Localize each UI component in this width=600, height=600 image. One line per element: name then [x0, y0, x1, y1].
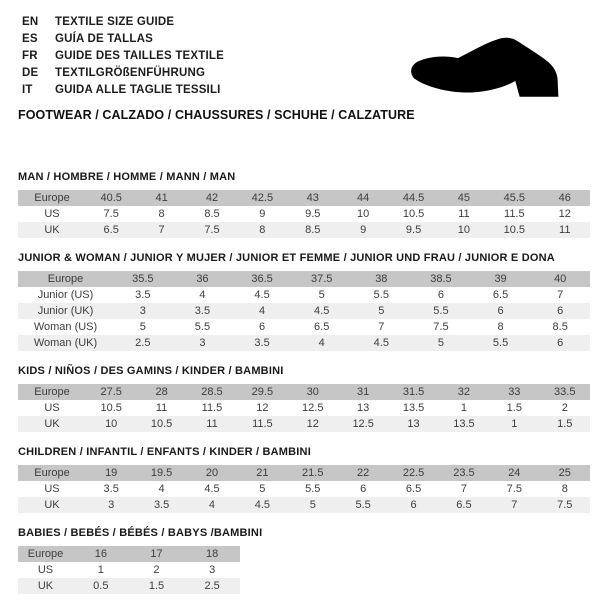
size-tables [0, 171, 600, 594]
size-value-cell: 4 [158, 483, 165, 495]
row-label: US [44, 402, 60, 414]
size-value-cell: 8 [497, 321, 504, 333]
size-value-cell: 7.5 [433, 321, 449, 333]
table-row [18, 190, 590, 206]
row-label: UK [44, 224, 60, 236]
size-value-cell: 1 [97, 564, 104, 576]
section-title: JUNIOR & WOMAN / JUNIOR Y MUJER / JUNIOR ET FEMME / JUNIOR UND FRAU / JUNIOR E DONA [18, 252, 555, 264]
size-value-cell: 6.5 [405, 483, 422, 495]
row-label: Europe [34, 386, 70, 398]
section-title: CHILDREN / INFANTIL / ENFANTS / KINDER / BAMBINI [18, 446, 311, 458]
size-value-cell: 12 [256, 402, 269, 414]
size-value-cell: 13.5 [453, 418, 475, 430]
row-label: Woman (US) [33, 321, 98, 333]
size-value-cell: 7 [460, 483, 467, 495]
table-row [18, 335, 590, 351]
language-code: EN [22, 15, 39, 28]
size-value-cell: 11.5 [201, 402, 223, 414]
size-table-section [18, 446, 600, 513]
size-value-cell: 11 [559, 224, 571, 236]
size-value-cell: 13.5 [402, 402, 425, 414]
size-value-cell: 19 [105, 467, 118, 479]
size-value-cell: 13 [407, 418, 420, 430]
size-value-cell: 4.5 [204, 483, 220, 495]
size-value-cell: 12 [306, 418, 319, 430]
size-value-cell: 1 [460, 402, 467, 414]
size-value-cell: 9 [259, 208, 266, 220]
row-label: Europe [34, 467, 70, 479]
table-row [18, 465, 590, 481]
size-table-section [18, 252, 600, 351]
size-value-cell: 7 [158, 224, 165, 236]
row-label: Junior (UK) [37, 305, 94, 317]
size-value-cell: 42.5 [251, 192, 274, 204]
table-row [18, 287, 590, 303]
category-line: FOOTWEAR / CALZADO / CHAUSSURES / SCHUHE / CALZATURE [18, 108, 415, 122]
size-value-cell: 2.5 [204, 580, 220, 592]
size-value-cell: 36.5 [251, 273, 273, 285]
size-value-cell: 5 [318, 289, 325, 301]
size-value-cell: 1 [511, 418, 518, 430]
size-value-cell: 44.5 [402, 192, 425, 204]
row-label: Europe [27, 548, 64, 560]
size-value-cell: 10 [105, 418, 118, 430]
size-value-cell: 6.5 [103, 224, 119, 236]
row-label: US [44, 483, 60, 495]
size-value-cell: 3.5 [135, 289, 151, 301]
size-value-cell: 22 [357, 467, 370, 479]
size-value-cell: 21.5 [302, 467, 324, 479]
section-title: KIDS / NIÑOS / DES GAMINS / KINDER / BAMBINI [18, 365, 284, 377]
size-value-cell: 3.5 [103, 483, 119, 495]
size-value-cell: 7 [511, 499, 518, 511]
size-value-cell: 12.5 [302, 402, 324, 414]
size-value-cell: 6 [557, 337, 564, 349]
size-value-cell: 7 [557, 289, 564, 301]
size-value-cell: 12 [558, 208, 571, 220]
size-value-cell: 10 [457, 224, 471, 236]
row-label: Europe [34, 192, 70, 204]
size-value-cell: 40 [554, 273, 567, 285]
size-value-cell: 25 [558, 467, 571, 479]
size-value-cell: 6.5 [492, 289, 509, 301]
row-label: UK [44, 418, 60, 430]
row-label: UK [37, 580, 54, 592]
size-value-cell: 9.5 [405, 224, 422, 236]
size-value-cell: 5.5 [492, 337, 509, 349]
size-value-cell: 3.5 [194, 305, 211, 317]
size-value-cell: 33.5 [554, 386, 576, 398]
section-title: MAN / HOMBRE / HOMME / MANN / MAN [18, 171, 236, 183]
size-value-cell: 4.5 [373, 337, 389, 349]
size-value-cell: 8 [561, 483, 568, 495]
size-value-cell: 10.5 [503, 224, 526, 236]
size-value-cell: 2.5 [135, 337, 151, 349]
size-value-cell: 16 [94, 548, 107, 560]
size-value-cell: 5 [309, 499, 316, 511]
size-value-cell: 7 [378, 321, 385, 333]
size-value-cell: 11 [206, 418, 218, 430]
table-row [18, 481, 590, 497]
size-value-cell: 3 [139, 305, 146, 317]
size-value-cell: 28 [155, 386, 168, 398]
table-row [18, 222, 590, 238]
size-value-cell: 5 [378, 305, 385, 317]
size-value-cell: 3 [209, 564, 216, 576]
size-value-cell: 20 [205, 467, 219, 479]
size-value-cell: 1.5 [557, 418, 573, 430]
size-value-cell: 19.5 [150, 467, 173, 479]
size-value-cell: 10.5 [100, 402, 122, 414]
size-value-cell: 30 [306, 386, 319, 398]
size-value-cell: 37.5 [310, 273, 333, 285]
table-row [18, 546, 240, 562]
shoe-icon [398, 22, 578, 110]
size-value-cell: 7.5 [204, 224, 220, 236]
size-value-cell: 4 [208, 499, 216, 511]
size-value-cell: 9.5 [305, 208, 321, 220]
size-value-cell: 28.5 [201, 386, 223, 398]
size-value-cell: 44 [357, 192, 370, 204]
table-row [18, 497, 590, 513]
row-label: US [44, 208, 60, 220]
language-code: FR [22, 49, 38, 62]
table-row [18, 416, 590, 432]
size-value-cell: 0.5 [93, 580, 109, 592]
section-title: BABIES / BEBÉS / BÉBÉS / BABYS /BAMBINI [18, 527, 263, 539]
size-value-cell: 4.5 [254, 289, 270, 301]
size-value-cell: 40.5 [100, 192, 122, 204]
size-value-cell: 8 [259, 224, 266, 236]
size-value-cell: 3 [108, 499, 115, 511]
size-value-cell: 6 [557, 305, 564, 317]
size-table [18, 465, 590, 513]
size-value-cell: 13 [357, 402, 370, 414]
size-value-cell: 8.5 [204, 208, 220, 220]
size-value-cell: 46 [558, 192, 571, 204]
size-value-cell: 39 [494, 273, 507, 285]
size-table [18, 384, 590, 432]
size-value-cell: 7.5 [557, 499, 573, 511]
row-label: US [37, 564, 54, 576]
table-row [18, 319, 590, 335]
size-value-cell: 31 [357, 386, 370, 398]
size-value-cell: 11 [155, 402, 168, 414]
size-value-cell: 6 [259, 321, 266, 333]
size-table [18, 546, 240, 594]
size-value-cell: 45 [457, 192, 471, 204]
table-row [18, 303, 590, 319]
table-row [18, 562, 240, 578]
table-row [18, 400, 590, 416]
size-value-cell: 38 [375, 273, 388, 285]
size-value-cell: 1.5 [148, 580, 165, 592]
size-value-cell: 5.5 [433, 305, 449, 317]
size-value-cell: 11 [458, 208, 470, 220]
row-label: UK [44, 499, 60, 511]
size-value-cell: 7.5 [103, 208, 119, 220]
size-value-cell: 11.5 [504, 208, 525, 220]
size-value-cell: 8.5 [305, 224, 321, 236]
size-table-section [18, 527, 600, 594]
size-value-cell: 5.5 [355, 499, 371, 511]
size-value-cell: 38.5 [430, 273, 452, 285]
size-value-cell: 4 [259, 305, 266, 317]
size-value-cell: 27.5 [100, 386, 122, 398]
size-value-cell: 41 [155, 192, 168, 204]
size-value-cell: 6 [497, 305, 504, 317]
size-value-cell: 5.5 [305, 483, 321, 495]
language-code: IT [22, 83, 33, 96]
language-code: DE [22, 66, 39, 79]
size-value-cell: 21 [256, 467, 269, 479]
size-table-section [18, 365, 600, 432]
size-value-cell: 7.5 [506, 483, 522, 495]
size-value-cell: 10.5 [150, 418, 173, 430]
size-value-cell: 5 [437, 337, 444, 349]
size-value-cell: 12.5 [352, 418, 374, 430]
size-value-cell: 10.5 [402, 208, 425, 220]
row-label: Europe [47, 273, 84, 285]
row-label: Woman (UK) [33, 337, 98, 349]
language-code: ES [22, 32, 38, 45]
table-row [18, 271, 590, 287]
size-value-cell: 24 [508, 467, 521, 479]
size-value-cell: 18 [206, 548, 219, 560]
size-value-cell: 2 [561, 402, 568, 414]
size-value-cell: 2 [153, 564, 160, 576]
size-value-cell: 10 [357, 208, 370, 220]
size-value-cell: 9 [360, 224, 367, 236]
size-value-cell: 3.5 [153, 499, 170, 511]
language-title: GUIDA ALLE TAGLIE TESSILI [55, 83, 221, 96]
size-value-cell: 35.5 [132, 273, 154, 285]
size-value-cell: 6 [360, 483, 367, 495]
size-value-cell: 1.5 [506, 402, 522, 414]
size-value-cell: 8 [158, 208, 165, 220]
size-value-cell: 33 [508, 386, 521, 398]
size-value-cell: 31.5 [402, 386, 425, 398]
size-value-cell: 22.5 [402, 467, 425, 479]
size-value-cell: 5 [139, 321, 146, 333]
size-value-cell: 5.5 [194, 321, 211, 333]
table-row [18, 206, 590, 222]
size-value-cell: 5 [259, 483, 266, 495]
size-value-cell: 4.5 [314, 305, 330, 317]
size-value-cell: 11.5 [252, 418, 273, 430]
language-title: TEXTILGRÖßENFÜHRUNG [55, 66, 206, 79]
size-value-cell: 36 [196, 273, 209, 285]
size-value-cell: 17 [150, 548, 163, 560]
size-value-cell: 4 [199, 289, 206, 301]
size-value-cell: 4.5 [254, 499, 271, 511]
row-label: Junior (US) [37, 289, 94, 301]
language-title: TEXTILE SIZE GUIDE [55, 15, 175, 28]
size-value-cell: 5.5 [373, 289, 389, 301]
size-value-cell: 6.5 [456, 499, 472, 511]
size-table-section [18, 171, 600, 238]
size-value-cell: 23.5 [453, 467, 475, 479]
size-value-cell: 6 [410, 499, 417, 511]
size-value-cell: 3 [199, 337, 206, 349]
size-value-cell: 43 [306, 192, 319, 204]
size-value-cell: 6 [437, 289, 444, 301]
language-title: GUÍA DE TALLAS [55, 32, 153, 45]
size-table [18, 271, 590, 351]
table-row [18, 384, 590, 400]
size-value-cell: 29.5 [251, 386, 274, 398]
size-value-cell: 8.5 [552, 321, 568, 333]
size-value-cell: 45.5 [503, 192, 526, 204]
table-row [18, 578, 240, 594]
size-table [18, 190, 590, 238]
language-title: GUIDE DES TAILLES TEXTILE [55, 49, 224, 62]
size-value-cell: 3.5 [254, 337, 270, 349]
size-value-cell: 42 [205, 192, 219, 204]
header [0, 0, 600, 124]
size-value-cell: 4 [318, 337, 325, 349]
size-value-cell: 32 [457, 386, 471, 398]
size-value-cell: 6.5 [314, 321, 330, 333]
